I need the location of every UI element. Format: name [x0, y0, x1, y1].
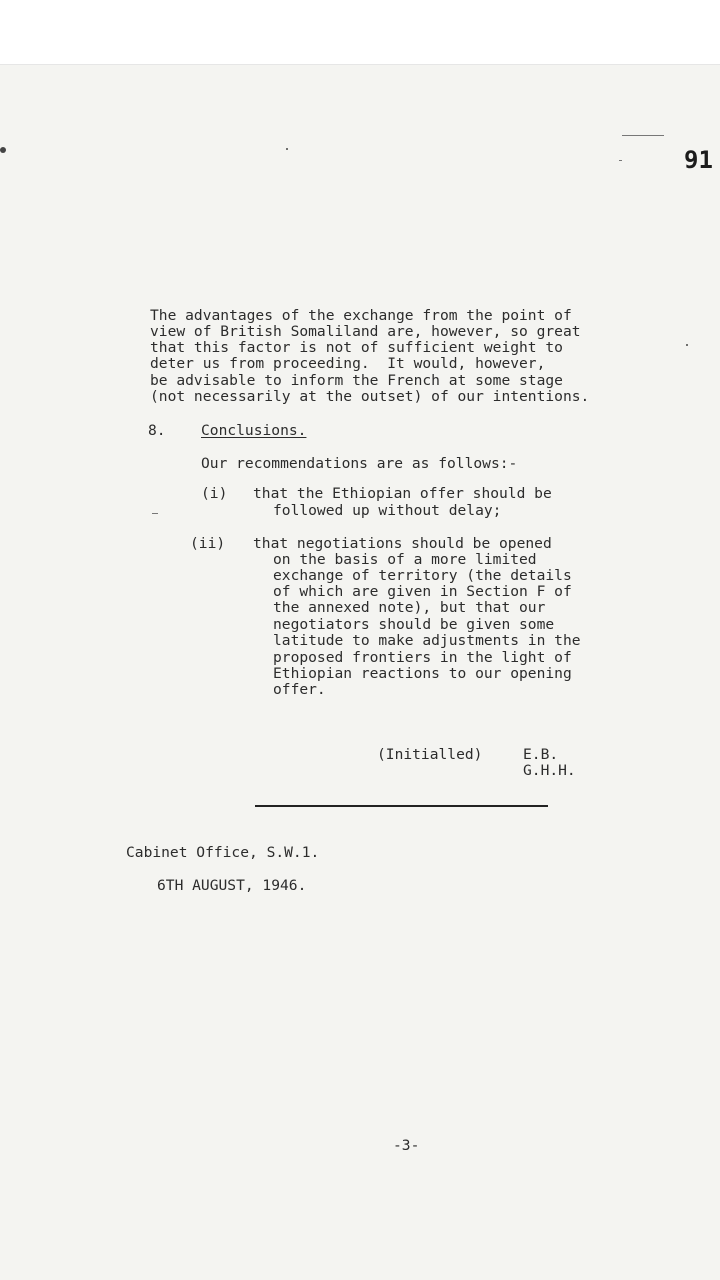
recommendations-lead: Our recommendations are as follows:-: [201, 455, 518, 472]
item-line: negotiators should be given some: [273, 616, 555, 633]
intro-line: The advantages of the exchange from the point of: [150, 307, 572, 324]
intro-line: (not necessarily at the outset) of our intentions.: [150, 388, 590, 405]
scan-dash: [619, 160, 622, 161]
initialled-label: (Initialled): [377, 746, 483, 763]
item-line: proposed frontiers in the light of: [273, 649, 572, 666]
item-line: of which are given in Section F of: [273, 583, 572, 600]
viewer-top-strip: [0, 0, 720, 65]
item-marker: (i): [201, 485, 228, 502]
item-line: Ethiopian reactions to our opening: [273, 665, 572, 682]
scan-dash: [152, 513, 158, 514]
document-date: 6TH AUGUST, 1946.: [157, 877, 307, 894]
section-heading: Conclusions.: [201, 422, 307, 439]
item-line: that negotiations should be opened: [253, 535, 552, 552]
scan-speck: [0, 147, 6, 153]
scan-dash: [622, 135, 664, 136]
item-line: followed up without delay;: [273, 502, 502, 519]
page-number: 91: [684, 146, 713, 174]
initials: G.H.H.: [523, 762, 576, 779]
page-marker: -3-: [393, 1137, 420, 1154]
separator-rule: [255, 805, 548, 807]
item-line: offer.: [273, 681, 326, 698]
scan-speck: [286, 148, 288, 150]
item-line: on the basis of a more limited: [273, 551, 537, 568]
item-line: exchange of territory (the details: [273, 567, 572, 584]
initials: E.B.: [523, 746, 559, 763]
item-line: the annexed note), but that our: [273, 599, 546, 616]
scan-speck: [686, 344, 688, 346]
item-line: that the Ethiopian offer should be: [253, 485, 552, 502]
intro-line: view of British Somaliland are, however, so great: [150, 323, 581, 340]
item-line: latitude to make adjustments in the: [273, 632, 581, 649]
section-number: 8.: [148, 422, 166, 439]
intro-line: deter us from proceeding. It would, however,: [150, 355, 546, 372]
intro-line: that this factor is not of sufficient weight to: [150, 339, 563, 356]
intro-line: be advisable to inform the French at some stage: [150, 372, 563, 389]
item-marker: (ii): [190, 535, 226, 552]
office-address: Cabinet Office, S.W.1.: [126, 844, 320, 861]
